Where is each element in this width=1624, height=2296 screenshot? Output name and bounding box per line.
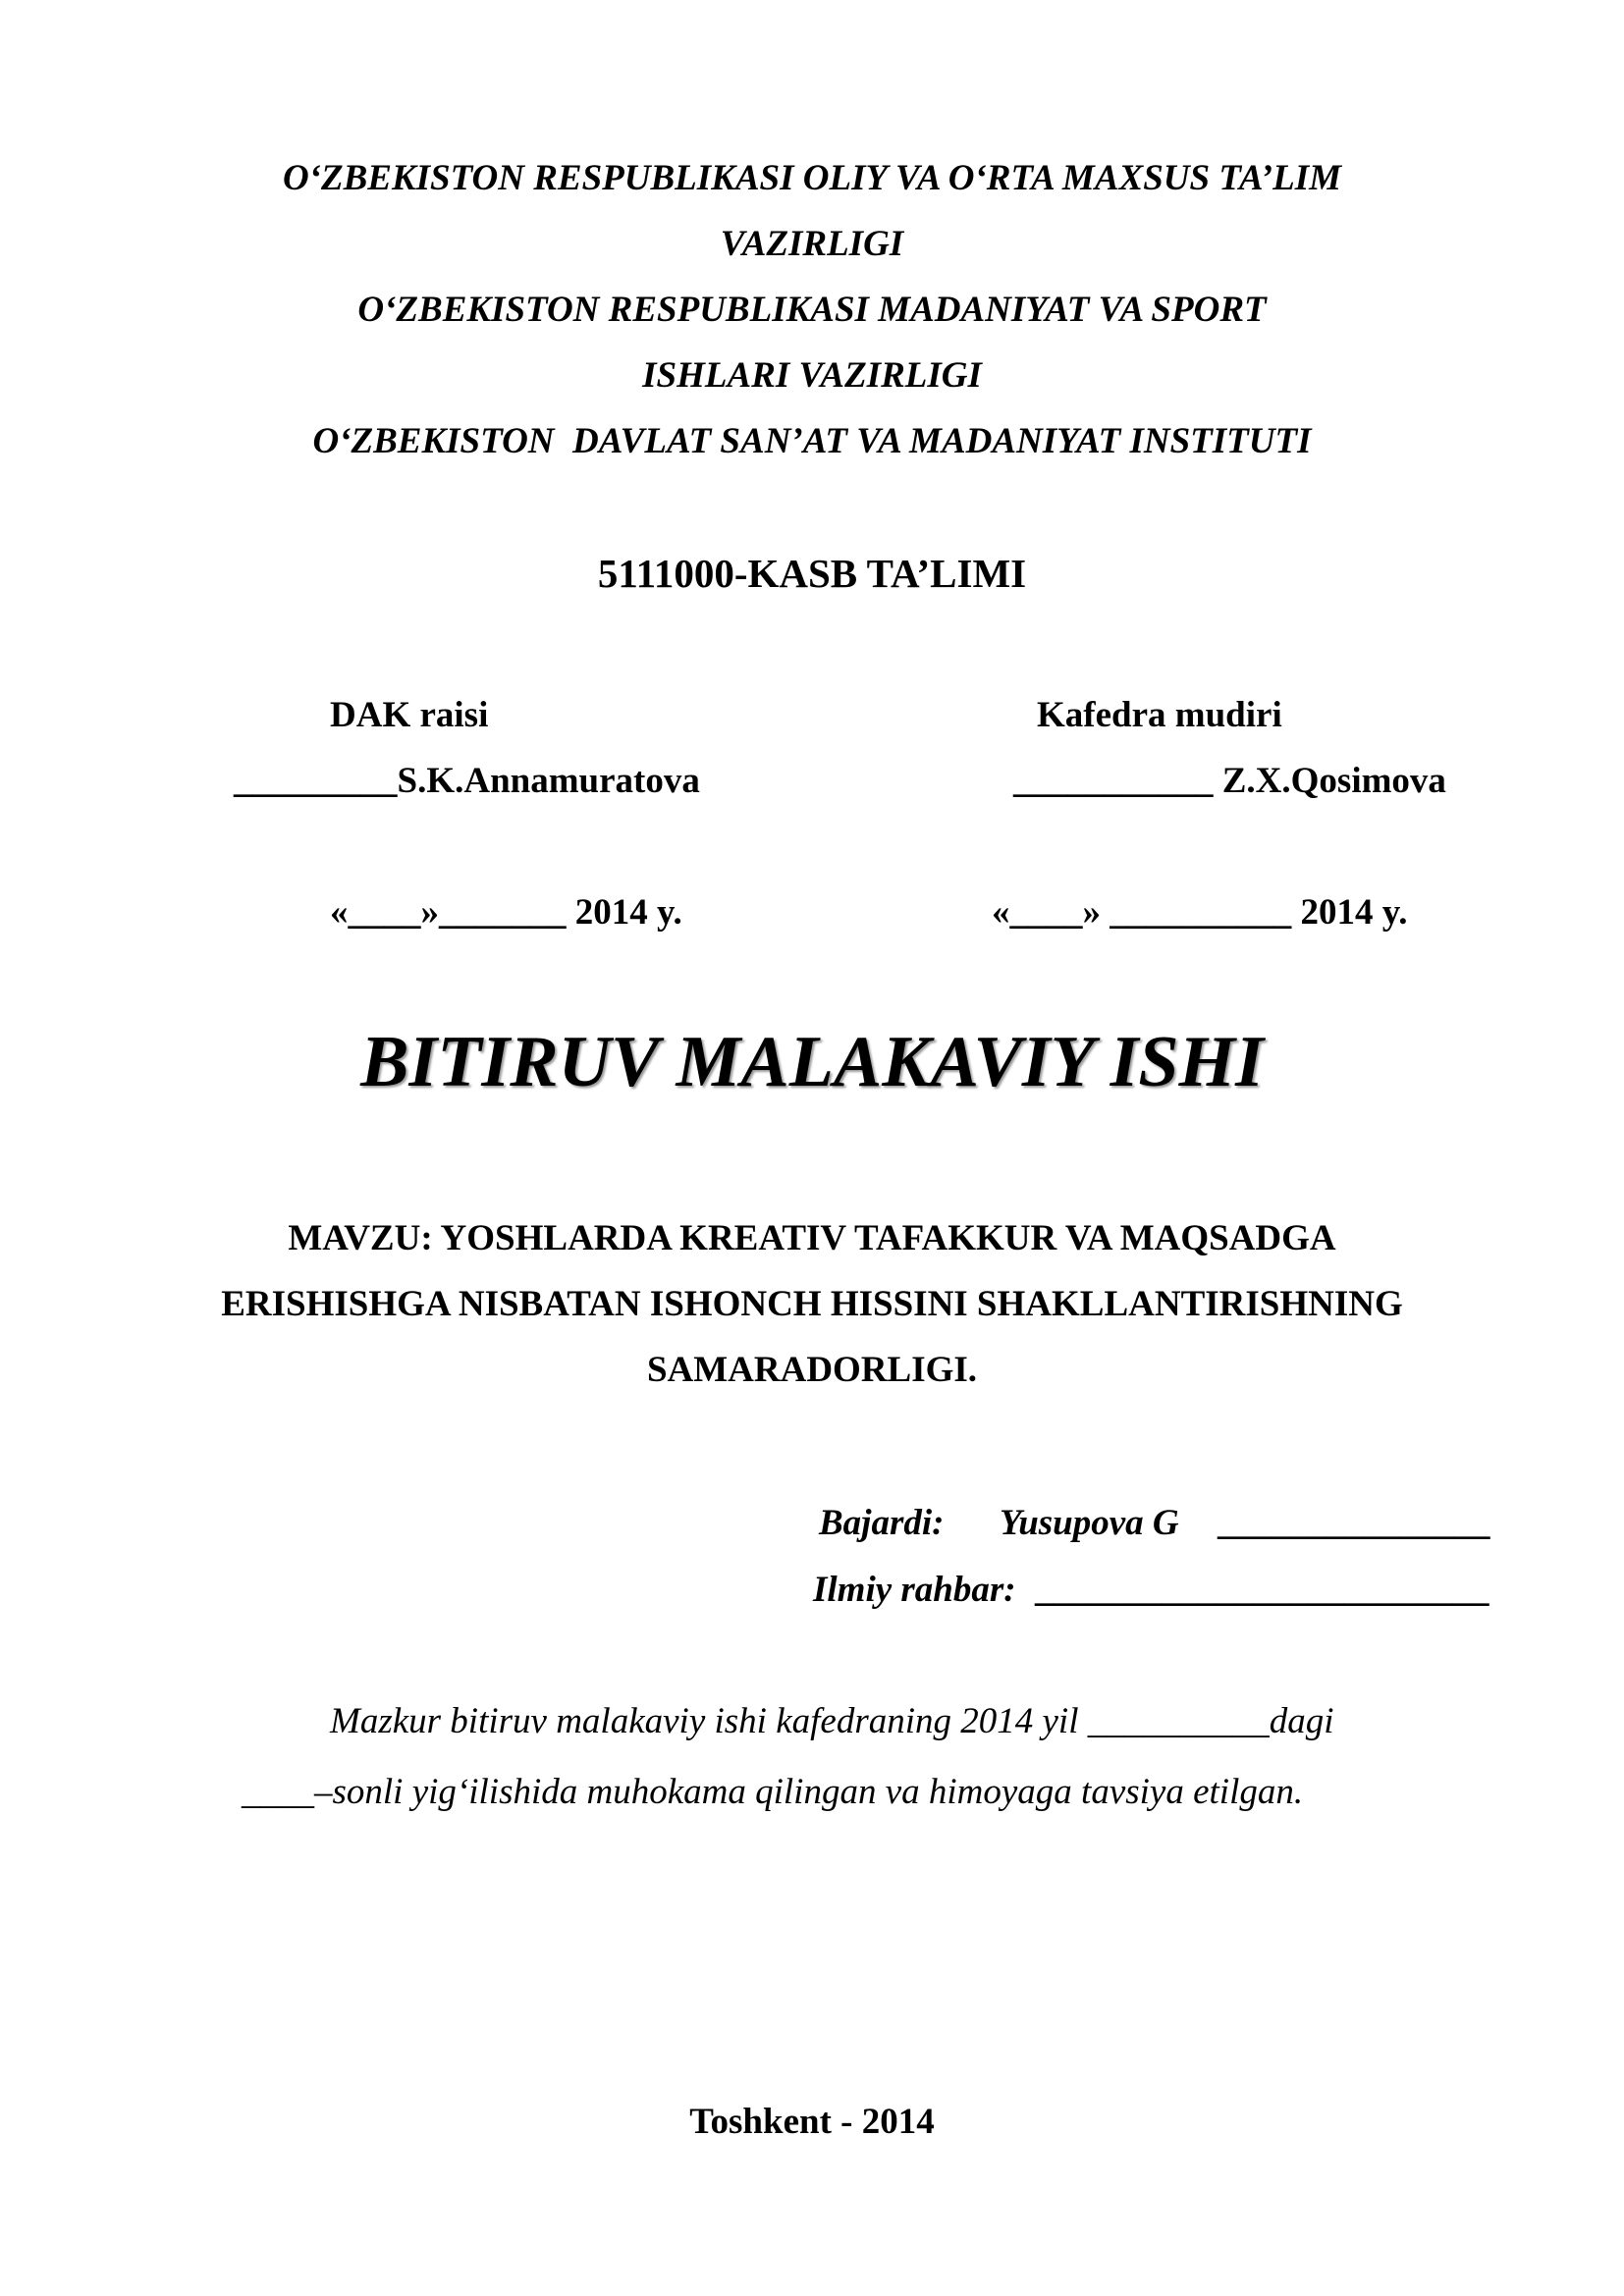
department-head-label: Kafedra mudiri [1037, 695, 1282, 735]
topic-line-2: ERISHISHGA NISBATAN ISHONCH HISSINI SHAKLLANTIRISHNING [221, 1284, 1403, 1324]
done-by-name: Yusupova G [1000, 1503, 1179, 1543]
header-line-4: ISHLARI VAZIRLIGI [642, 355, 982, 396]
header-line-1: O‘ZBEKISTON RESPUBLIKASI OLIY VA O‘RTA MAXSUS TA’LIM [282, 158, 1342, 198]
dak-chair-signature: _________S.K.Annamuratova [234, 761, 700, 801]
advisor-signature-blank: _________________________ [1035, 1570, 1489, 1610]
done-by-signature-blank: _______________ [1218, 1503, 1490, 1543]
department-head-date: «____» __________ 2014 y. [992, 892, 1408, 933]
topic-line-3: SAMARADORLIGI. [646, 1350, 978, 1390]
header-line-5: O‘ZBEKISTON DAVLAT SAN’AT VA MADANIYAT INSTITUTI [312, 421, 1312, 461]
note-line-2: ____–sonli yig‘ilishida muhokama qilingan va himoyaga tavsiya etilgan. [242, 1772, 1304, 1812]
dak-chair-label: DAK raisi [330, 695, 489, 735]
header-line-2: VAZIRLIGI [720, 224, 904, 264]
city-year: Toshkent - 2014 [689, 2102, 935, 2142]
advisor-label: Ilmiy rahbar: [813, 1570, 1016, 1610]
department-head-signature: ___________ Z.X.Qosimova [1013, 761, 1446, 801]
topic-line-1: MAVZU: YOSHLARDA KREATIV TAFAKKUR VA MAQSADGA [288, 1218, 1336, 1258]
dak-chair-date: «____»_______ 2014 y. [330, 892, 682, 933]
done-by-label: Bajardi: [819, 1503, 945, 1543]
specialty-code: 5111000-KASB TA’LIMI [597, 551, 1027, 596]
document-title: BITIRUV MALAKAVIY ISHI [360, 1022, 1264, 1102]
note-line-1: Mazkur bitiruv malakaviy ishi kafedraning 2014 yil __________dagi [330, 1701, 1334, 1741]
header-line-3: O‘ZBEKISTON RESPUBLIKASI MADANIYAT VA SPORT [357, 290, 1267, 330]
